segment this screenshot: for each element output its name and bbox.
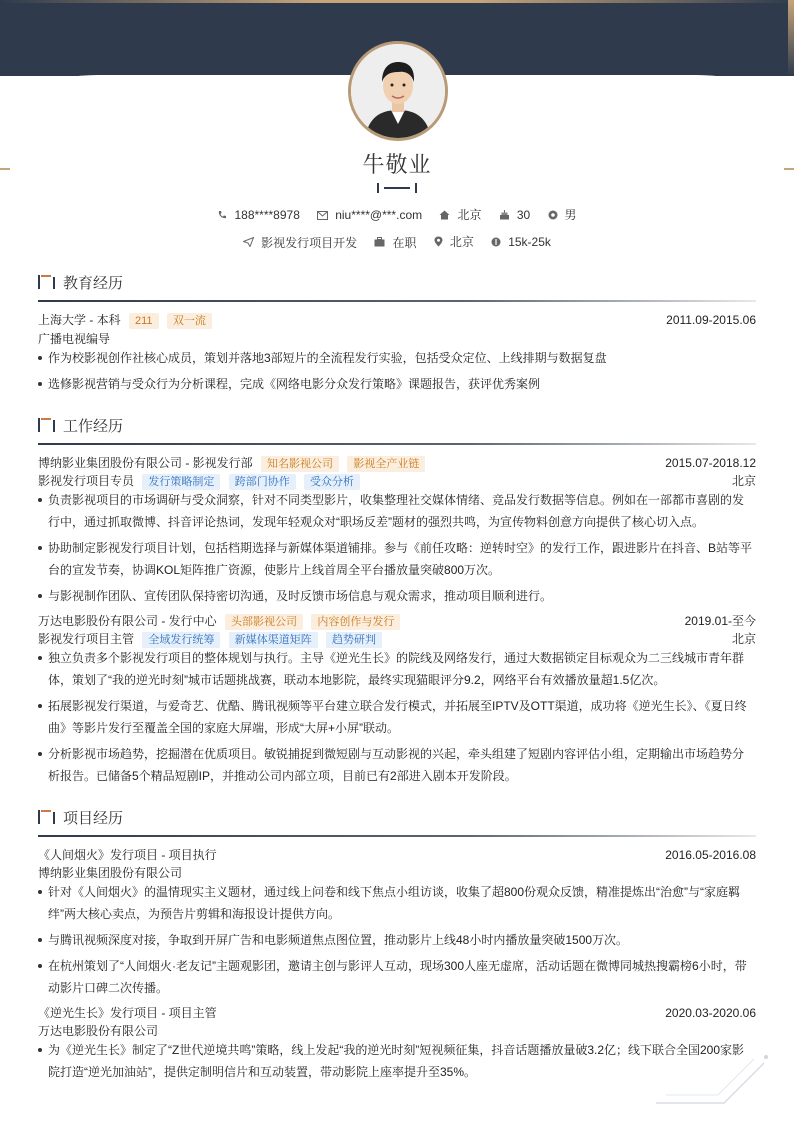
bullet-item: 在杭州策划了“人间烟火·老友记”主题观影团，邀请主创与影评人互动，现场300人座无虚席，活动话题在微博同城热搜霸榜6小时，带 动影片口碑二次传播。 bbox=[38, 955, 756, 999]
work-title: 工作经历 bbox=[63, 417, 124, 435]
education-entry bbox=[38, 312, 756, 328]
skill-tag: 趋势研判 bbox=[326, 632, 382, 648]
bullet-item: 针对《人间烟火》的温情现实主义题材，通过线上问卷和线下焦点小组访谈，收集了超800份观众反馈，精准提炼出“治愈”与“家庭羁 绊”两大核心卖点，为预告片剪辑和海报设计提供方向。 bbox=[38, 881, 756, 925]
school-name: 上海大学 - 本科 bbox=[38, 313, 121, 327]
cake-icon bbox=[499, 210, 510, 220]
work-role-row bbox=[38, 473, 756, 489]
project-name: 《逆光生长》发行项目 - 项目主管 bbox=[38, 1006, 217, 1020]
target-city-text: 北京 bbox=[449, 235, 474, 249]
role: 影视发行项目主管 bbox=[38, 632, 135, 646]
project-entry-header bbox=[38, 1005, 756, 1021]
skill-tag: 受众分析 bbox=[304, 474, 360, 490]
bullet-item: 协助制定影视发行项目计划，包括档期选择与新媒体渠道铺排。参与《前任攻略：逆转时空》的发行工作，跟进影片在抖音、B站等平 台的宣发节奏，协调KOL矩阵推广资源，使影片上线首周全平台播放量突破800万次。 bbox=[38, 537, 756, 581]
city-text: 北京 bbox=[457, 208, 482, 222]
email-icon bbox=[317, 211, 328, 220]
header-gold-line bbox=[0, 0, 794, 3]
company-name: 博纳影业集团股份有限公司 - 影视发行部 bbox=[38, 456, 253, 470]
gender-icon bbox=[548, 210, 558, 220]
education-title: 教育经历 bbox=[63, 274, 124, 292]
project-org: 博纳影业集团股份有限公司 bbox=[38, 866, 183, 880]
tag: 头部影视公司 bbox=[225, 614, 303, 630]
job-target-text: 影视发行项目开发 bbox=[261, 235, 358, 250]
bullet-item: 分析影视市场趋势，挖掘潜在优质项目。敏锐捕捉到微短剧与互动影视的兴起，牵头组建了短剧内容评估小组，定期输出市场趋势分 析报告。已储备5个精品短剧IP，并推动公司内部立项，目前已有2部进入剧本开发阶段。 bbox=[38, 743, 756, 787]
project-name: 《人间烟火》发行项目 - 项目执行 bbox=[38, 848, 217, 862]
work-location: 北京 bbox=[731, 474, 756, 488]
bullet-item: 独立负责多个影视发行项目的整体规划与执行。主导《逆光生长》的院线及网络发行，通过大数据锁定目标观众为二三线城市青年群 体，策划了“我的逆光时刻”城市话题挑战赛，联动本地影院，最终实现猫眼评分9.2，网络平台有效播放量超1.5亿次。 bbox=[38, 647, 756, 691]
project-title: 项目经历 bbox=[63, 809, 124, 827]
header-gold-edge bbox=[788, 0, 794, 76]
age-text: 30 bbox=[516, 207, 531, 222]
education-date: 2011.09-2015.06 bbox=[666, 313, 756, 327]
work-entry-header bbox=[38, 613, 756, 629]
salary-text: 15k-25k bbox=[508, 235, 551, 249]
candidate-name: 牛敬业 bbox=[362, 152, 432, 177]
company-name: 万达电影股份有限公司 - 发行中心 bbox=[38, 614, 217, 628]
major: 广播电视编导 bbox=[38, 332, 111, 346]
section-mark-icon bbox=[38, 418, 56, 432]
section-divider bbox=[38, 300, 756, 302]
project-org: 万达电影股份有限公司 bbox=[38, 1024, 159, 1038]
project-section-header bbox=[38, 807, 756, 837]
role: 影视发行项目专员 bbox=[38, 474, 135, 488]
project-date: 2016.05-2016.08 bbox=[665, 848, 756, 862]
work-section-header bbox=[38, 415, 756, 445]
work-entry-header bbox=[38, 455, 756, 471]
tag: 211 bbox=[129, 313, 159, 329]
section-divider bbox=[38, 835, 756, 837]
tag: 双一流 bbox=[167, 313, 212, 329]
location-icon bbox=[434, 236, 443, 247]
bullet-item: 作为校影视创作社核心成员，策划并落地3部短片的全流程发行实验，包括受众定位、上线排期与数据复盘 bbox=[38, 347, 756, 369]
education-section-header bbox=[38, 272, 756, 302]
bullet-item: 负责影视项目的市场调研与受众洞察，针对不同类型影片，收集整理社交媒体情绪、竞品发行数据等信息。例如在一部都市喜剧的发 行中，通过抓取微博、抖音评论热词，发现年轻观众对“职场反差”题材的强烈共鸣，为宣传物料创意方向提供了核心切入点。 bbox=[38, 489, 756, 533]
bullet-item: 拓展影视发行渠道，与爱奇艺、优酷、腾讯视频等平台建立联合发行模式，并拓展至IPTV及OTT渠道，成功将《逆光生长》、《夏日终 曲》等影片发行至覆盖全国的家庭大屏端，形成“大屏+小屏”联动。 bbox=[38, 695, 756, 739]
section-mark-icon bbox=[38, 275, 56, 289]
phone-text: 188****8978 bbox=[234, 207, 300, 222]
phone-icon bbox=[217, 210, 227, 220]
briefcase-icon bbox=[374, 237, 385, 247]
section-mark-icon bbox=[38, 810, 56, 824]
bullet-item: 与影视制作团队、宣传团队保持密切沟通，及时反馈市场信息与观众需求，推动项目顺利进行。 bbox=[38, 585, 756, 607]
gender-text: 男 bbox=[564, 208, 577, 222]
work-role-row bbox=[38, 631, 756, 647]
status-text: 在职 bbox=[392, 235, 417, 250]
money-icon bbox=[491, 237, 501, 247]
email-text: niu****@***.com bbox=[335, 208, 423, 222]
skill-tag: 新媒体渠道矩阵 bbox=[229, 632, 318, 648]
bullet-item: 与腾讯视频深度对接，争取到开屏广告和电影频道焦点图位置，推动影片上线48小时内播放量突破1500万次。 bbox=[38, 929, 756, 951]
skill-tag: 发行策略制定 bbox=[142, 474, 220, 490]
tag: 影视全产业链 bbox=[347, 456, 425, 472]
bullet-item: 选修影视营销与受众行为分析课程，完成《网络电影分众发行策略》课题报告，获评优秀案例 bbox=[38, 373, 756, 395]
home-icon bbox=[439, 210, 450, 220]
work-date: 2019.01-至今 bbox=[684, 614, 756, 628]
project-date: 2020.03-2020.06 bbox=[665, 1006, 756, 1020]
work-date: 2015.07-2018.12 bbox=[665, 456, 756, 470]
send-icon bbox=[243, 237, 254, 247]
name-divider-icon bbox=[376, 182, 418, 194]
tag: 知名影视公司 bbox=[261, 456, 339, 472]
work-location: 北京 bbox=[731, 632, 756, 646]
section-divider bbox=[38, 443, 756, 445]
tag: 内容创作与发行 bbox=[311, 614, 400, 630]
skill-tag: 全域发行统筹 bbox=[142, 632, 220, 648]
basic-info-row bbox=[0, 206, 794, 223]
job-info-row bbox=[0, 233, 794, 251]
project-entry-header bbox=[38, 847, 756, 863]
corner-decoration bbox=[654, 1045, 774, 1105]
avatar bbox=[348, 41, 448, 141]
bullet-item: 为《逆光生长》制定了“Z世代逆境共鸣”策略，线上发起“我的逆光时刻”短视频征集，抖音话题播放量破3.2亿；线下联合全国200家影 院打造“逆光加油站”，提供定制明信片和互动装置，带动影院上座率提升至35%。 bbox=[38, 1039, 756, 1083]
skill-tag: 跨部门协作 bbox=[229, 474, 296, 490]
